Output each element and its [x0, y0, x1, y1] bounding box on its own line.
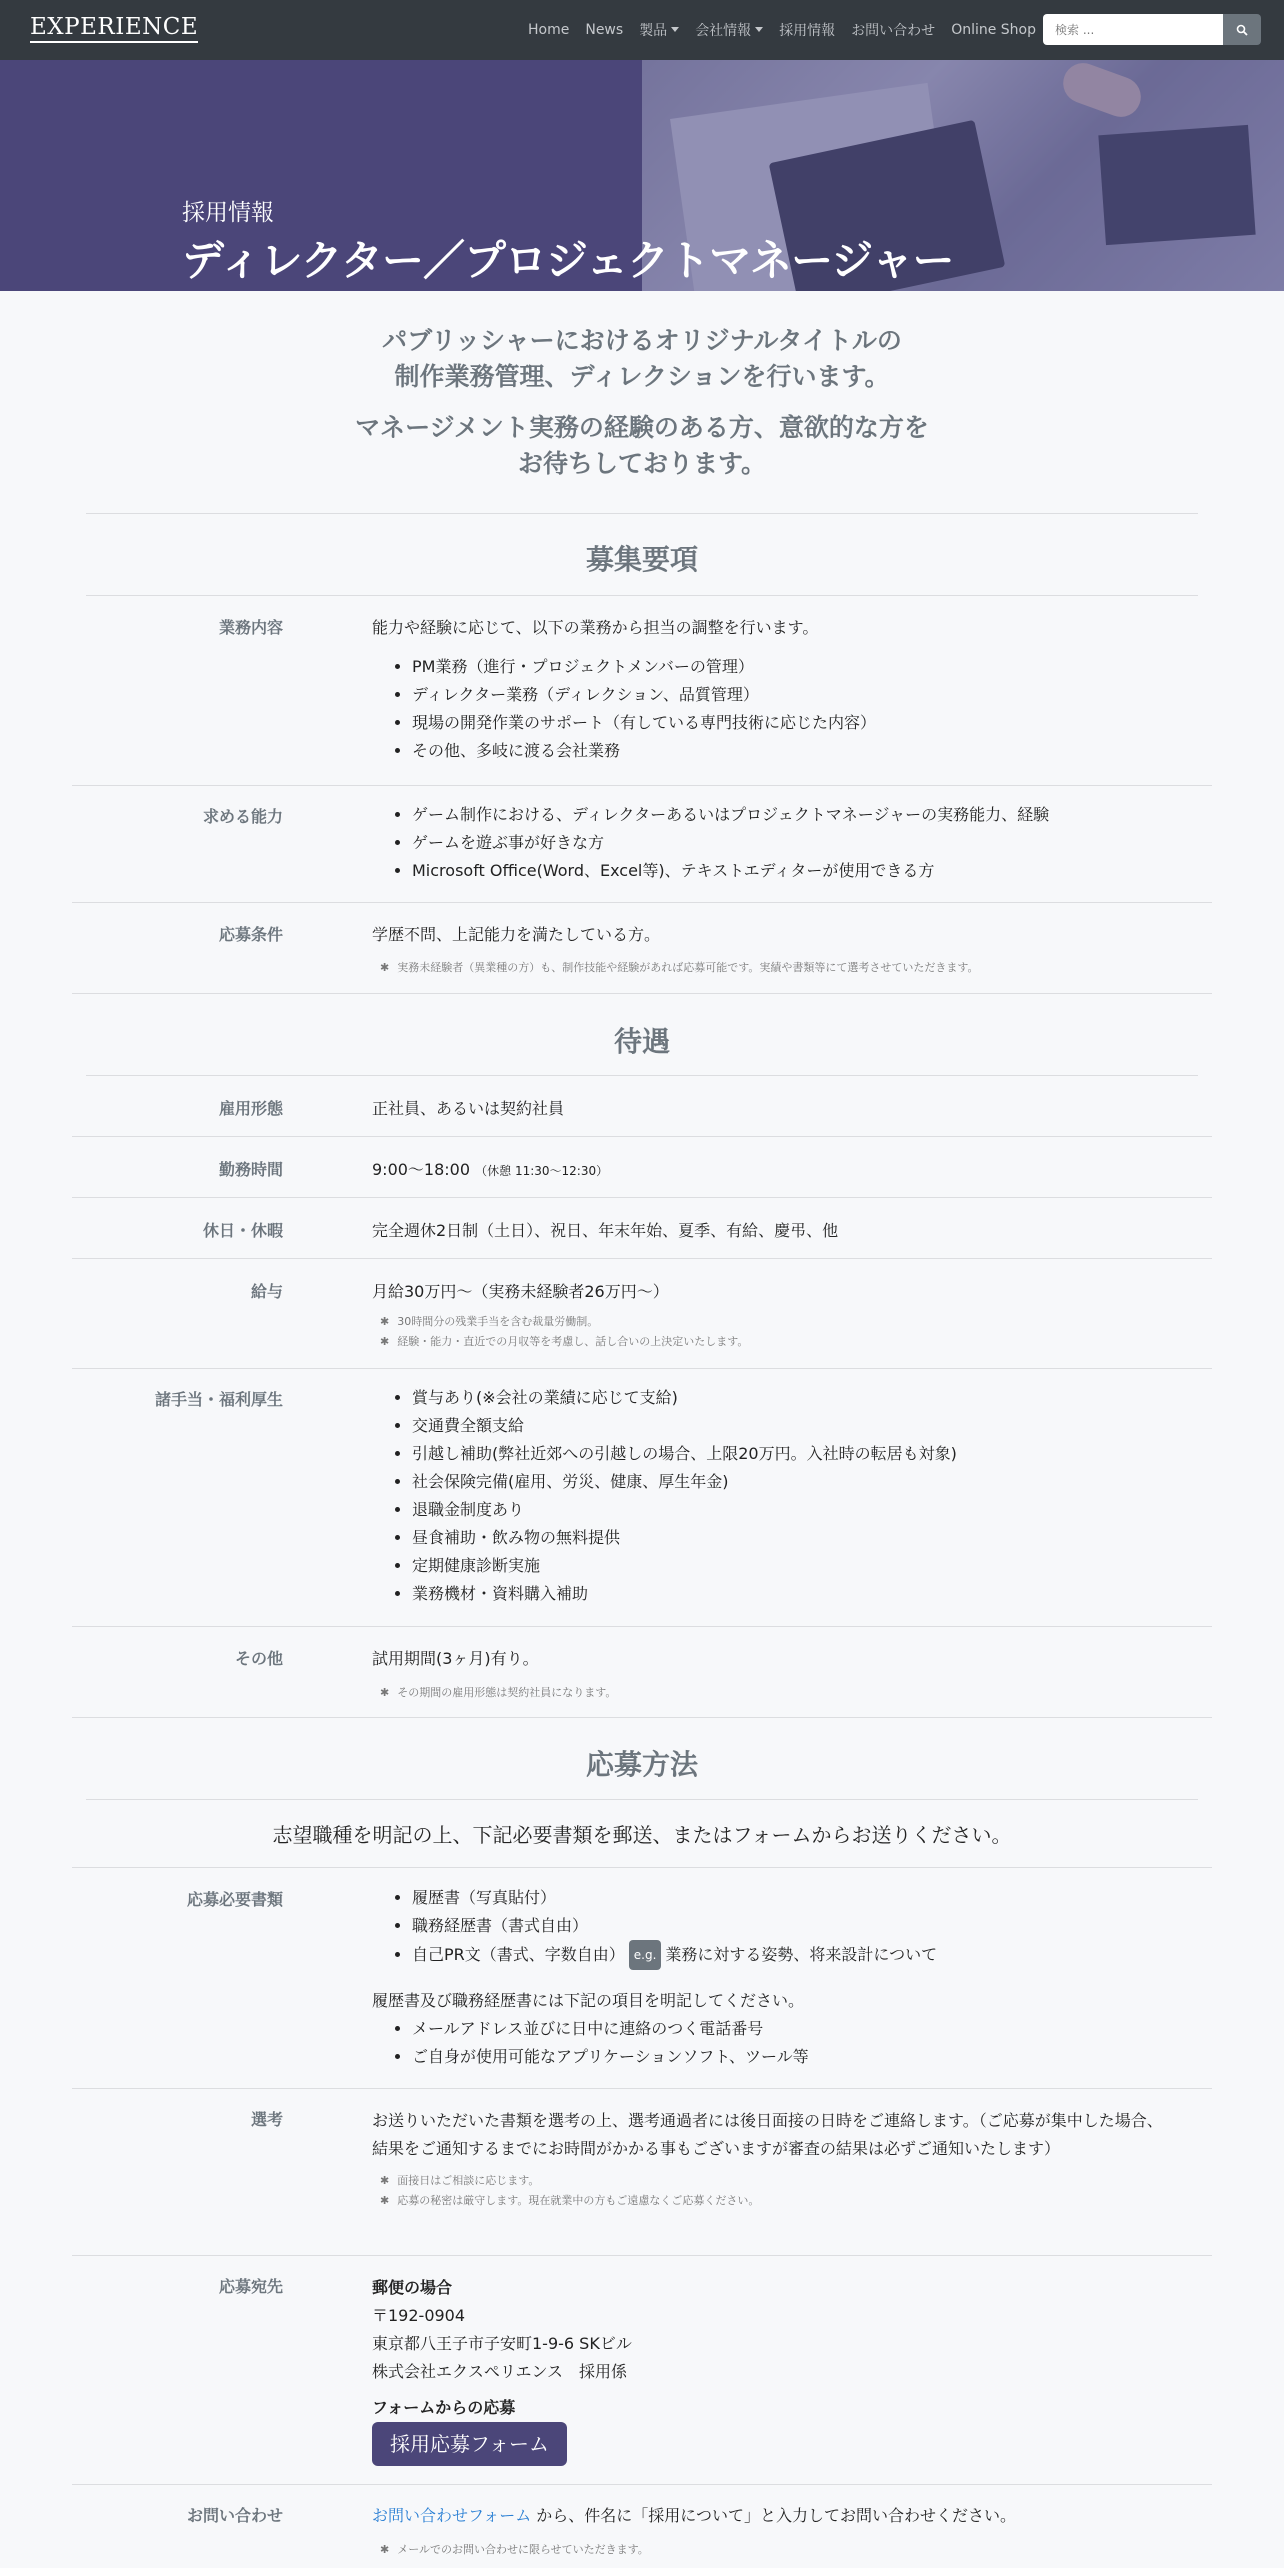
section-heading-apply: 応募方法 — [585, 1748, 698, 1781]
nav-company-dropdown[interactable]: 会社情報 — [695, 20, 763, 40]
page-title: ディレクター／プロジェクトマネージャー — [182, 236, 954, 285]
site-logo[interactable]: EXPERIENCE — [30, 14, 198, 43]
nav-products-dropdown[interactable]: 製品 — [639, 20, 679, 40]
nav-news[interactable]: News — [585, 22, 624, 38]
search-button[interactable] — [1223, 14, 1261, 45]
nav-recruit[interactable]: 採用情報 — [779, 23, 836, 39]
section-heading-treatment: 待遇 — [613, 1025, 670, 1058]
nav-home[interactable]: Home — [528, 22, 570, 38]
apply-form-button[interactable]: 採用応募フォーム — [372, 2422, 567, 2466]
nav-links — [528, 0, 1052, 60]
nav-online-shop[interactable]: Online Shop — [951, 22, 1037, 38]
search-input[interactable]: 検索 ... — [1043, 14, 1223, 45]
hero-banner — [0, 60, 1284, 291]
contact-form-link[interactable]: お問い合わせフォーム — [372, 2506, 532, 2525]
search-icon — [1236, 24, 1248, 36]
navbar — [0, 0, 1284, 60]
intro-text-2: マネージメント実務の経験のある方、意欲的な方を お待ちしております。 — [355, 413, 929, 478]
nav-contact[interactable]: お問い合わせ — [851, 23, 936, 39]
intro-text-1: パブリッシャーにおけるオリジナルタイトルの 制作業務管理、ディレクションを行います。 — [382, 326, 902, 391]
section-heading-recruit: 募集要項 — [585, 543, 698, 576]
hero-subtitle: 採用情報 — [182, 200, 274, 226]
example-badge: e.g. — [629, 1940, 662, 1970]
apply-lead: 志望職種を明記の上、下記必要書類を郵送、またはフォームからお送りください。 — [272, 1823, 1012, 1847]
